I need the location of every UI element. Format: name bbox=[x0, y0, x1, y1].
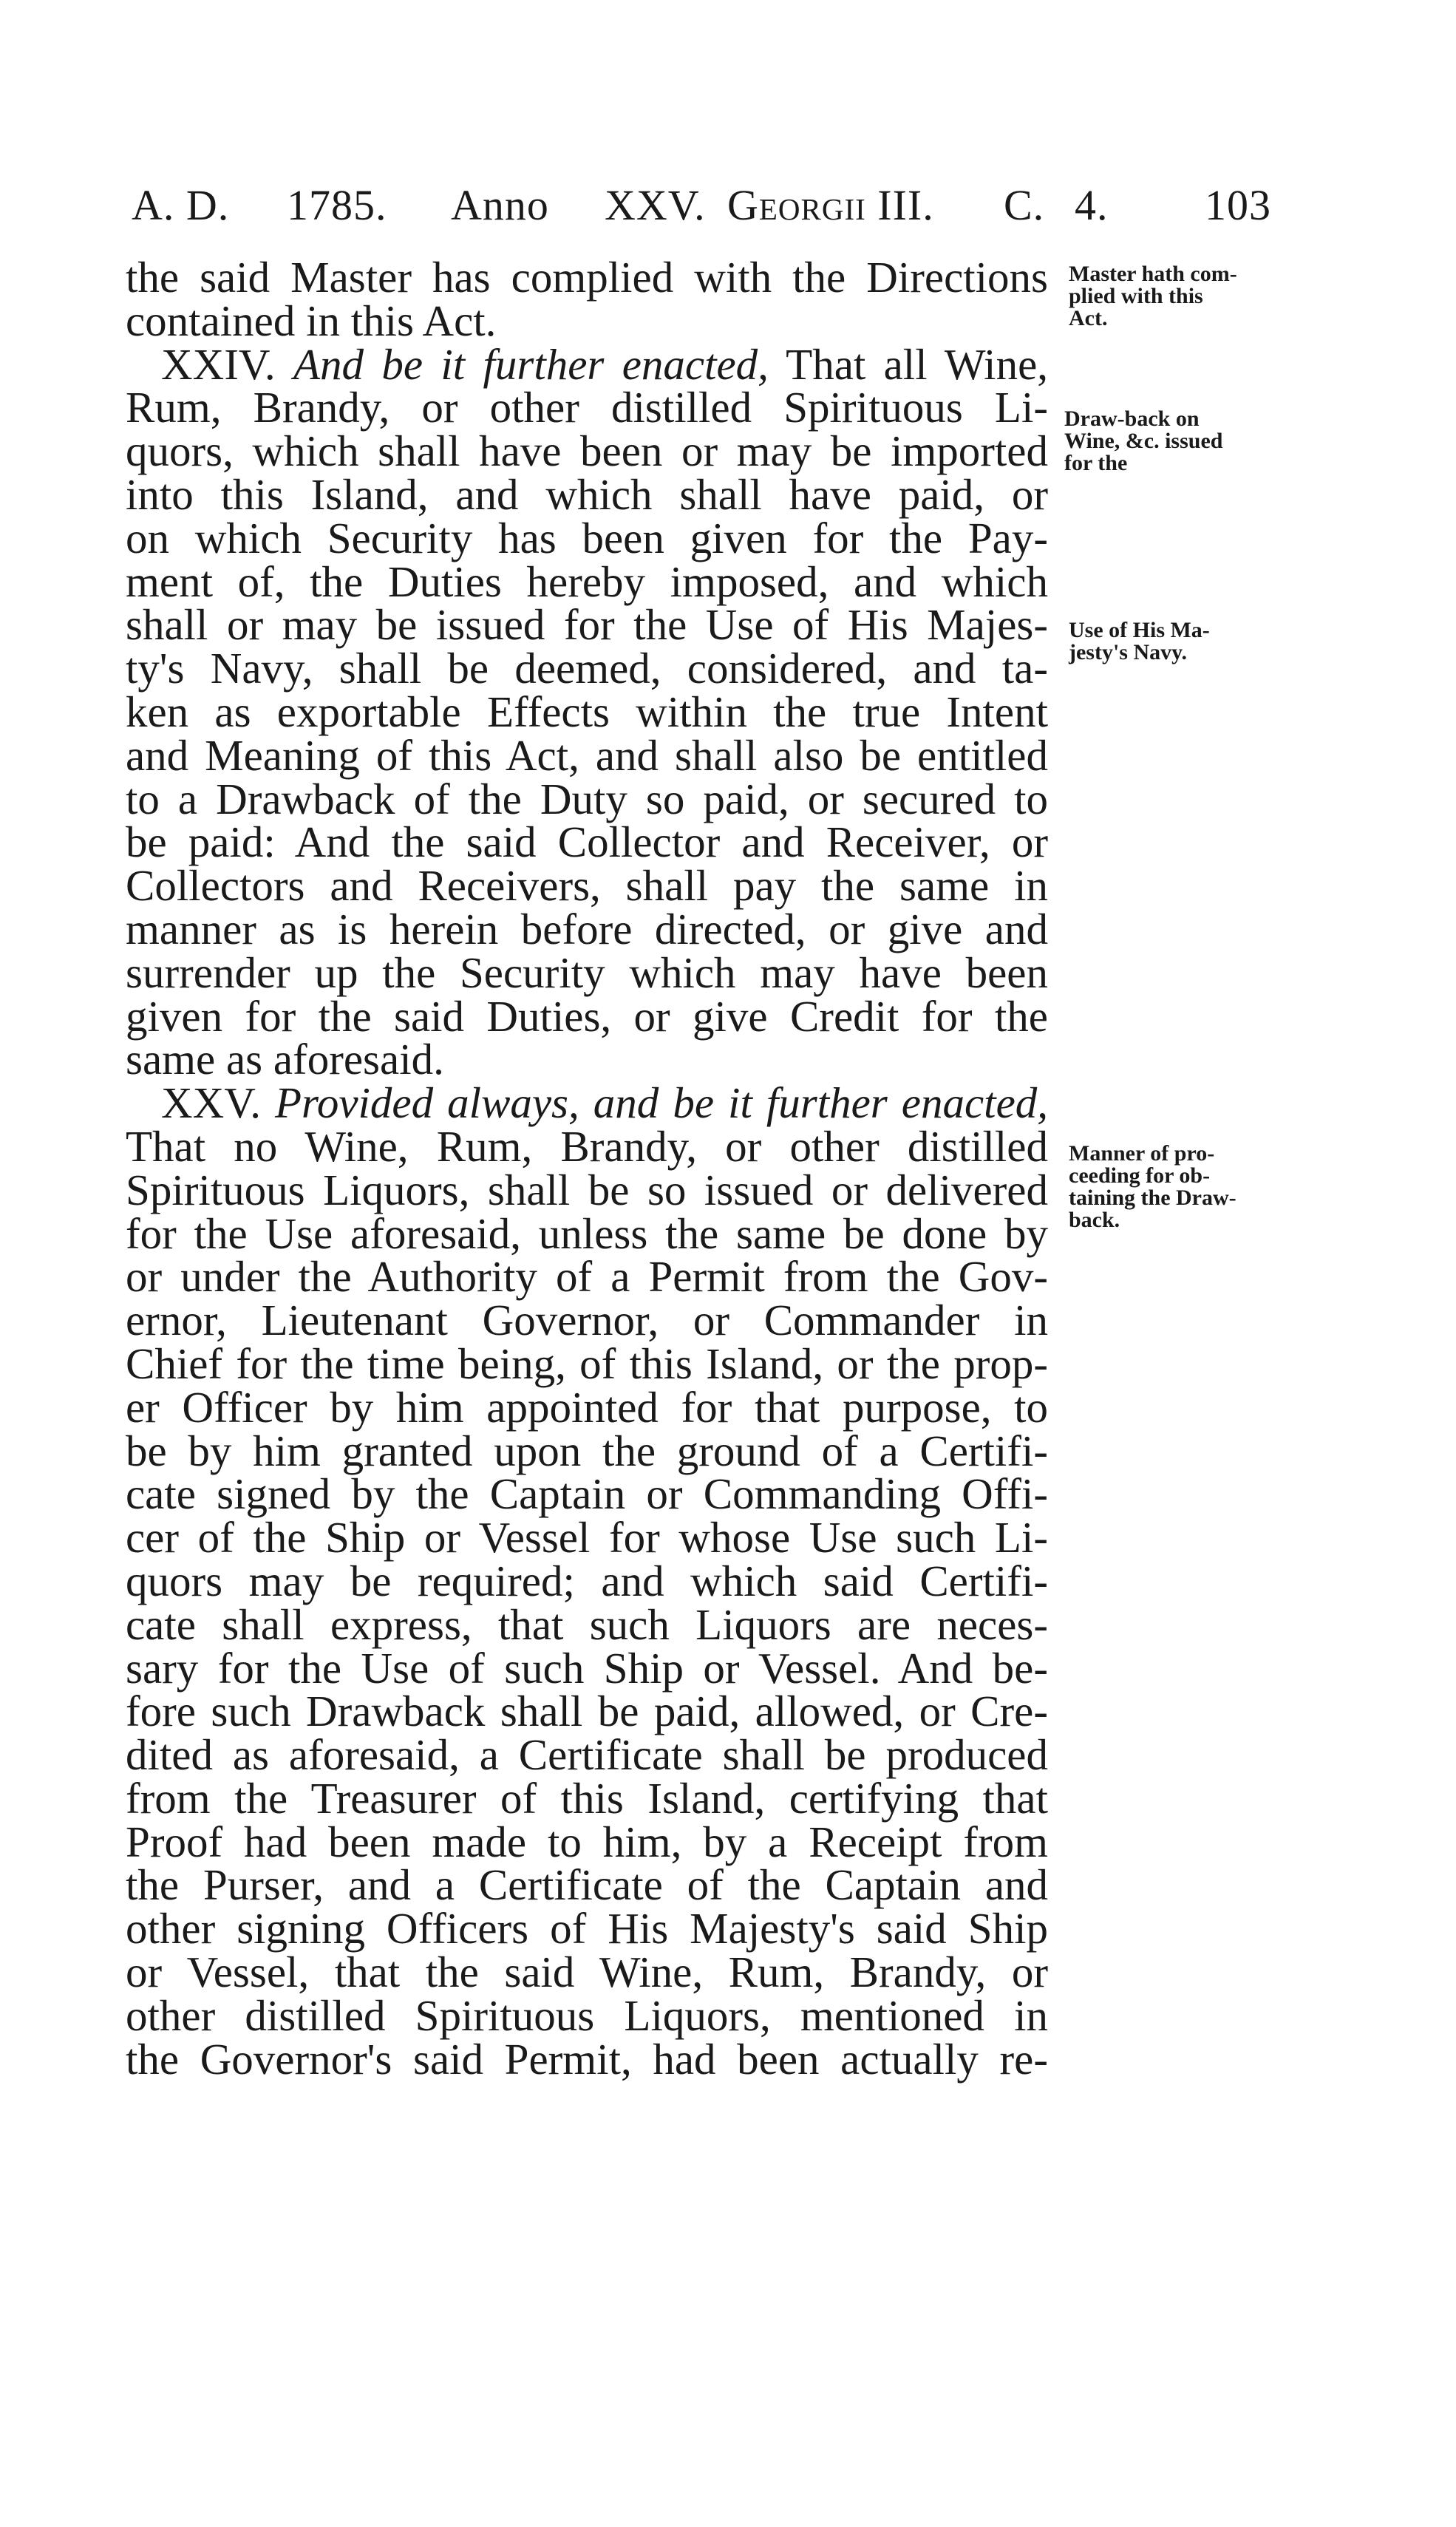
margin-note-manner bbox=[1069, 1143, 1313, 1231]
body-line: other signing Officers of His Majesty's said Ship bbox=[126, 1904, 1048, 1953]
body-line: other distilled Spirituous Liquors, mentioned in bbox=[126, 1990, 1048, 2040]
margin-note-master-complied bbox=[1069, 263, 1313, 330]
body-line: Collectors and Receivers, shall pay the same in bbox=[126, 861, 1048, 911]
enacting-clause: Provided always, and be it further enacted, bbox=[275, 1078, 1049, 1128]
body-line: quors may be required; and which said Certifi- bbox=[126, 1556, 1048, 1605]
section-xxiv-opening bbox=[126, 339, 1049, 389]
header-chapter-number: 4. bbox=[1075, 181, 1109, 229]
margin-note-line: Act. bbox=[1069, 306, 1108, 330]
section-text: That all Wine, bbox=[786, 339, 1049, 389]
running-header bbox=[132, 176, 1292, 235]
body-line: surrender up the Security which may have been bbox=[126, 948, 1048, 997]
margin-note-line: ceeding for ob- bbox=[1069, 1163, 1211, 1188]
header-chapter: C. bbox=[1004, 181, 1045, 229]
section-number: XXV. bbox=[161, 1078, 261, 1128]
header-anno: Anno bbox=[451, 181, 549, 229]
margin-note-line: Use of His Ma- bbox=[1069, 618, 1210, 642]
section-number: XXIV. bbox=[161, 339, 276, 389]
margin-note-line: Wine, &c. issued bbox=[1064, 429, 1223, 453]
header-king: Georgii III. bbox=[727, 181, 934, 229]
body-line: quors, which shall have been or may be imported bbox=[126, 426, 1048, 476]
header-year-label: A. D. bbox=[132, 181, 230, 229]
body-line: Rum, Brandy, or other distilled Spirituous Li- bbox=[126, 383, 1048, 432]
enacting-clause: And be it further enacted, bbox=[293, 339, 769, 389]
body-line: er Officer by him appointed for that purpose, to bbox=[126, 1382, 1048, 1432]
margin-note-navy bbox=[1069, 619, 1313, 664]
body-line: sary for the Use of such Ship or Vessel. And be- bbox=[126, 1643, 1048, 1693]
body-line: into this Island, and which shall have paid, or bbox=[126, 469, 1048, 519]
body-line: the said Master has complied with the Directions bbox=[126, 253, 1048, 302]
body-line: cer of the Ship or Vessel for whose Use such Li- bbox=[126, 1513, 1048, 1562]
page-number: 103 bbox=[1205, 181, 1271, 229]
body-line: ken as exportable Effects within the true Intent bbox=[126, 687, 1048, 736]
body-line: be by him granted upon the ground of a Certifi- bbox=[126, 1426, 1048, 1475]
body-line: the Purser, and a Certificate of the Captain and bbox=[126, 1860, 1048, 1910]
body-line: be paid: And the said Collector and Receiver, or bbox=[126, 817, 1048, 867]
body-line: cate shall express, that such Liquors are neces- bbox=[126, 1599, 1048, 1649]
body-line: fore such Drawback shall be paid, allowed, or Cre- bbox=[126, 1687, 1048, 1736]
body-line: or Vessel, that the said Wine, Rum, Brandy, or bbox=[126, 1948, 1048, 1997]
margin-note-line: back. bbox=[1069, 1208, 1120, 1232]
header-anno-number: XXV. bbox=[605, 181, 706, 229]
body-line: the Governor's said Permit, had been actually re- bbox=[126, 2034, 1048, 2084]
body-line: or under the Authority of a Permit from the Gov- bbox=[126, 1252, 1048, 1302]
body-line: Spirituous Liquors, shall be so issued or delivered bbox=[126, 1165, 1048, 1214]
margin-note-drawback bbox=[1064, 408, 1308, 475]
body-line: ment of, the Duties hereby imposed, and which bbox=[126, 557, 1048, 606]
body-line: shall or may be issued for the Use of His Majes- bbox=[126, 600, 1048, 650]
body-line: ty's Navy, shall be deemed, considered, and ta- bbox=[126, 644, 1048, 693]
body-line: on which Security has been given for the Pay- bbox=[126, 513, 1048, 562]
header-year: 1785. bbox=[287, 181, 387, 229]
section-xxv-opening bbox=[126, 1078, 1049, 1128]
margin-note-line: plied with this bbox=[1069, 284, 1203, 308]
body-line: That no Wine, Rum, Brandy, or other distilled bbox=[126, 1121, 1048, 1171]
body-line: and Meaning of this Act, and shall also be entitled bbox=[126, 730, 1048, 780]
body-line: Chief for the time being, of this Island, or the prop- bbox=[126, 1339, 1048, 1388]
margin-note-line: Master hath com- bbox=[1069, 262, 1237, 286]
body-line: cate signed by the Captain or Commanding Offi- bbox=[126, 1469, 1048, 1519]
body-line: ernor, Lieutenant Governor, or Commander in bbox=[126, 1296, 1048, 1345]
body-line: Proof had been made to him, by a Receipt from bbox=[126, 1817, 1048, 1866]
margin-note-line: Draw-back on bbox=[1064, 407, 1200, 431]
body-line: manner as is herein before directed, or give and bbox=[126, 904, 1048, 953]
body-text bbox=[126, 253, 1049, 2084]
body-line: contained in this Act. bbox=[126, 296, 497, 345]
body-line: given for the said Duties, or give Credit for the bbox=[126, 991, 1048, 1041]
body-line: from the Treasurer of this Island, certifying that bbox=[126, 1773, 1048, 1823]
body-line: dited as aforesaid, a Certificate shall be produced bbox=[126, 1730, 1048, 1780]
body-line: to a Drawback of the Duty so paid, or secured to bbox=[126, 774, 1048, 823]
margin-note-line: Manner of pro- bbox=[1069, 1141, 1215, 1166]
body-line: same as aforesaid. bbox=[126, 1035, 444, 1084]
body-line: for the Use aforesaid, unless the same be done by bbox=[126, 1208, 1048, 1258]
margin-note-line: taining the Draw- bbox=[1069, 1186, 1236, 1210]
margin-note-line: for the bbox=[1064, 451, 1128, 475]
margin-note-line: jesty's Navy. bbox=[1069, 640, 1187, 664]
